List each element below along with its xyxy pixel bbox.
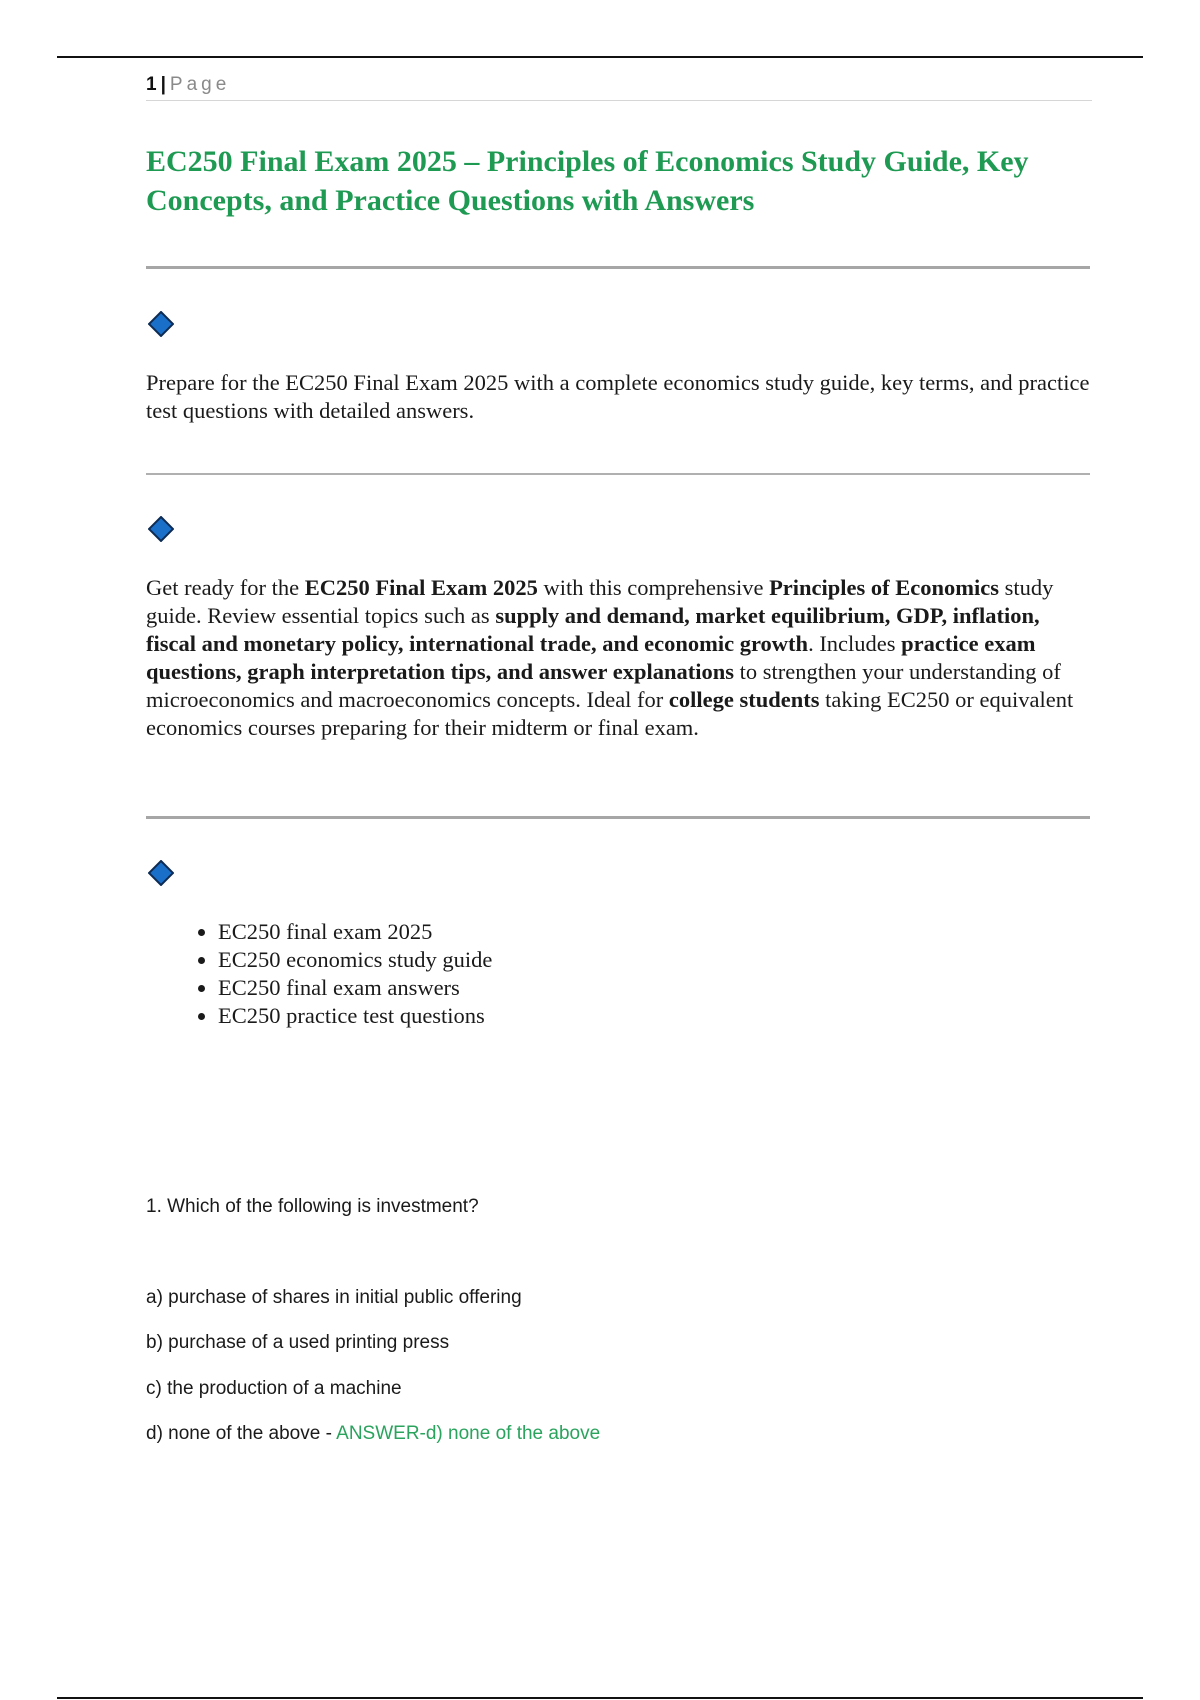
desc-text: Get ready for the xyxy=(146,575,305,600)
option-d-text: d) none of the above - xyxy=(146,1423,337,1444)
option-c: c) the production of a machine xyxy=(146,1378,402,1399)
page-label: Page xyxy=(169,74,231,95)
desc-text: with this comprehensive xyxy=(537,575,770,600)
description-paragraph xyxy=(146,574,1091,742)
diamond-icon xyxy=(148,516,174,542)
section-divider xyxy=(146,473,1090,475)
diamond-icon xyxy=(148,311,174,337)
section-divider xyxy=(146,816,1090,819)
list-item: • EC250 final exam 2025 xyxy=(218,918,492,946)
desc-bold: supply and demand, market equilibrium, GDP, inflation, fiscal and monetary policy, international trade, and economic growth xyxy=(146,603,1040,656)
summary-paragraph: Prepare for the EC250 Final Exam 2025 with a complete economics study guide, key terms, and practice test questions with detailed answers. xyxy=(146,370,1090,423)
desc-text: to strengthen your understanding of microeconomics and macroeconomics concepts. Ideal for xyxy=(146,659,1061,712)
option-a: a) purchase of shares in initial public offering xyxy=(146,1287,522,1308)
desc-bold: practice exam questions, graph interpretation tips, and answer explanations xyxy=(146,631,1036,684)
answer-text: ANSWER-d) none of the above xyxy=(336,1423,601,1444)
section-divider xyxy=(146,266,1090,269)
list-item: • EC250 practice test questions xyxy=(218,1002,492,1030)
bottom-border-rule xyxy=(57,1697,1143,1699)
diamond-icon xyxy=(148,860,174,886)
option-b: b) purchase of a used printing press xyxy=(146,1332,450,1353)
list-item: • EC250 economics study guide xyxy=(218,946,492,974)
desc-text: taking EC250 or equivalent economics courses preparing for their midterm or final exam. xyxy=(146,687,1074,740)
desc-bold: college students xyxy=(668,687,820,712)
desc-bold: Principles of Economics xyxy=(769,575,1000,600)
desc-text: . Includes xyxy=(808,631,902,656)
desc-text: study guide. Review essential topics such as xyxy=(146,575,1054,628)
keyword-list xyxy=(182,918,492,1030)
top-border-rule xyxy=(57,56,1143,58)
page-separator: | xyxy=(160,74,166,95)
list-item: • EC250 final exam answers xyxy=(218,974,492,1002)
page-number: 1 xyxy=(146,74,157,95)
question-text: 1. Which of the following is investment? xyxy=(146,1196,479,1217)
page-header xyxy=(146,74,1092,101)
option-d xyxy=(146,1422,600,1446)
document-title: EC250 Final Exam 2025 – Principles of Economics Study Guide, Key Concepts, and Practice Questions with Answers xyxy=(146,145,1029,217)
desc-bold: EC250 Final Exam 2025 xyxy=(304,575,538,600)
